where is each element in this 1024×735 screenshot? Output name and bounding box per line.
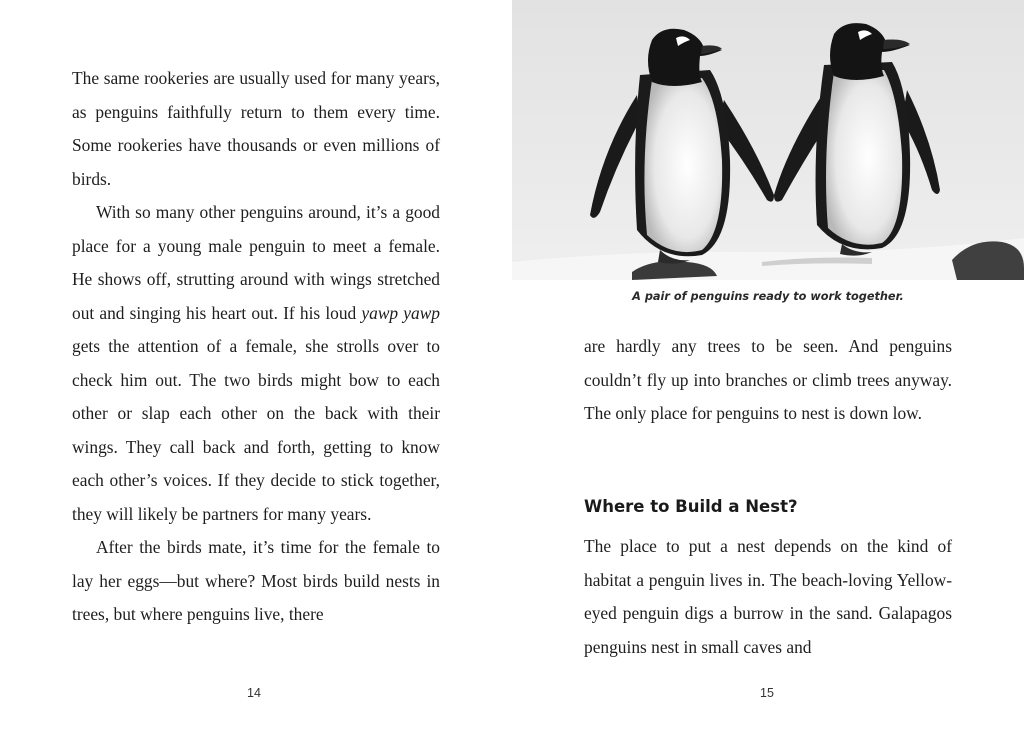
photo-caption: A pair of penguins ready to work together. bbox=[632, 290, 904, 303]
left-page-text bbox=[72, 62, 440, 632]
courtship-text-end: gets the attention of a female, she strolls over to check him out. The two birds might bow to each other or slap each other on the back with their wings. They call back and forth, getting to know each other’s voices. If they decide to stick together, they will likely be partners for many years. bbox=[72, 336, 440, 524]
penguin-call-italic: yawp yawp bbox=[361, 302, 441, 323]
penguins-illustration bbox=[512, 0, 1024, 280]
penguins-photo bbox=[512, 0, 1024, 280]
continued-text bbox=[584, 330, 952, 431]
section-heading: Where to Build a Nest? bbox=[584, 497, 798, 516]
section-text bbox=[584, 530, 952, 664]
paragraph-courtship bbox=[72, 196, 440, 531]
page-number-right: 15 bbox=[760, 686, 774, 700]
sky-background bbox=[512, 0, 1024, 280]
paragraph-continued: are hardly any trees to be seen. And penguins couldn’t fly up into branches or climb trees anyway. The only place for penguins to nest is down low. bbox=[584, 336, 952, 423]
page-number-left: 14 bbox=[247, 686, 261, 700]
paragraph-eggs: After the birds mate, it’s time for the female to lay her eggs—but where? Most birds build nests in trees, but where penguins live, there bbox=[72, 537, 440, 624]
courtship-text-start: With so many other penguins around, it’s a good place for a young male penguin to meet a female. He shows off, strutting around with wings stretched out and singing his heart out. If his loud bbox=[72, 202, 440, 323]
paragraph-nest-habitat: The place to put a nest depends on the kind of habitat a penguin lives in. The beach-loving Yellow-eyed penguin digs a burrow in the sand. Galapagos penguins nest in small caves and bbox=[584, 536, 952, 657]
paragraph-rookeries: The same rookeries are usually used for many years, as penguins faithfully return to them every time. Some rookeries have thousands or even millions of birds. bbox=[72, 68, 440, 189]
right-page bbox=[512, 0, 1024, 735]
